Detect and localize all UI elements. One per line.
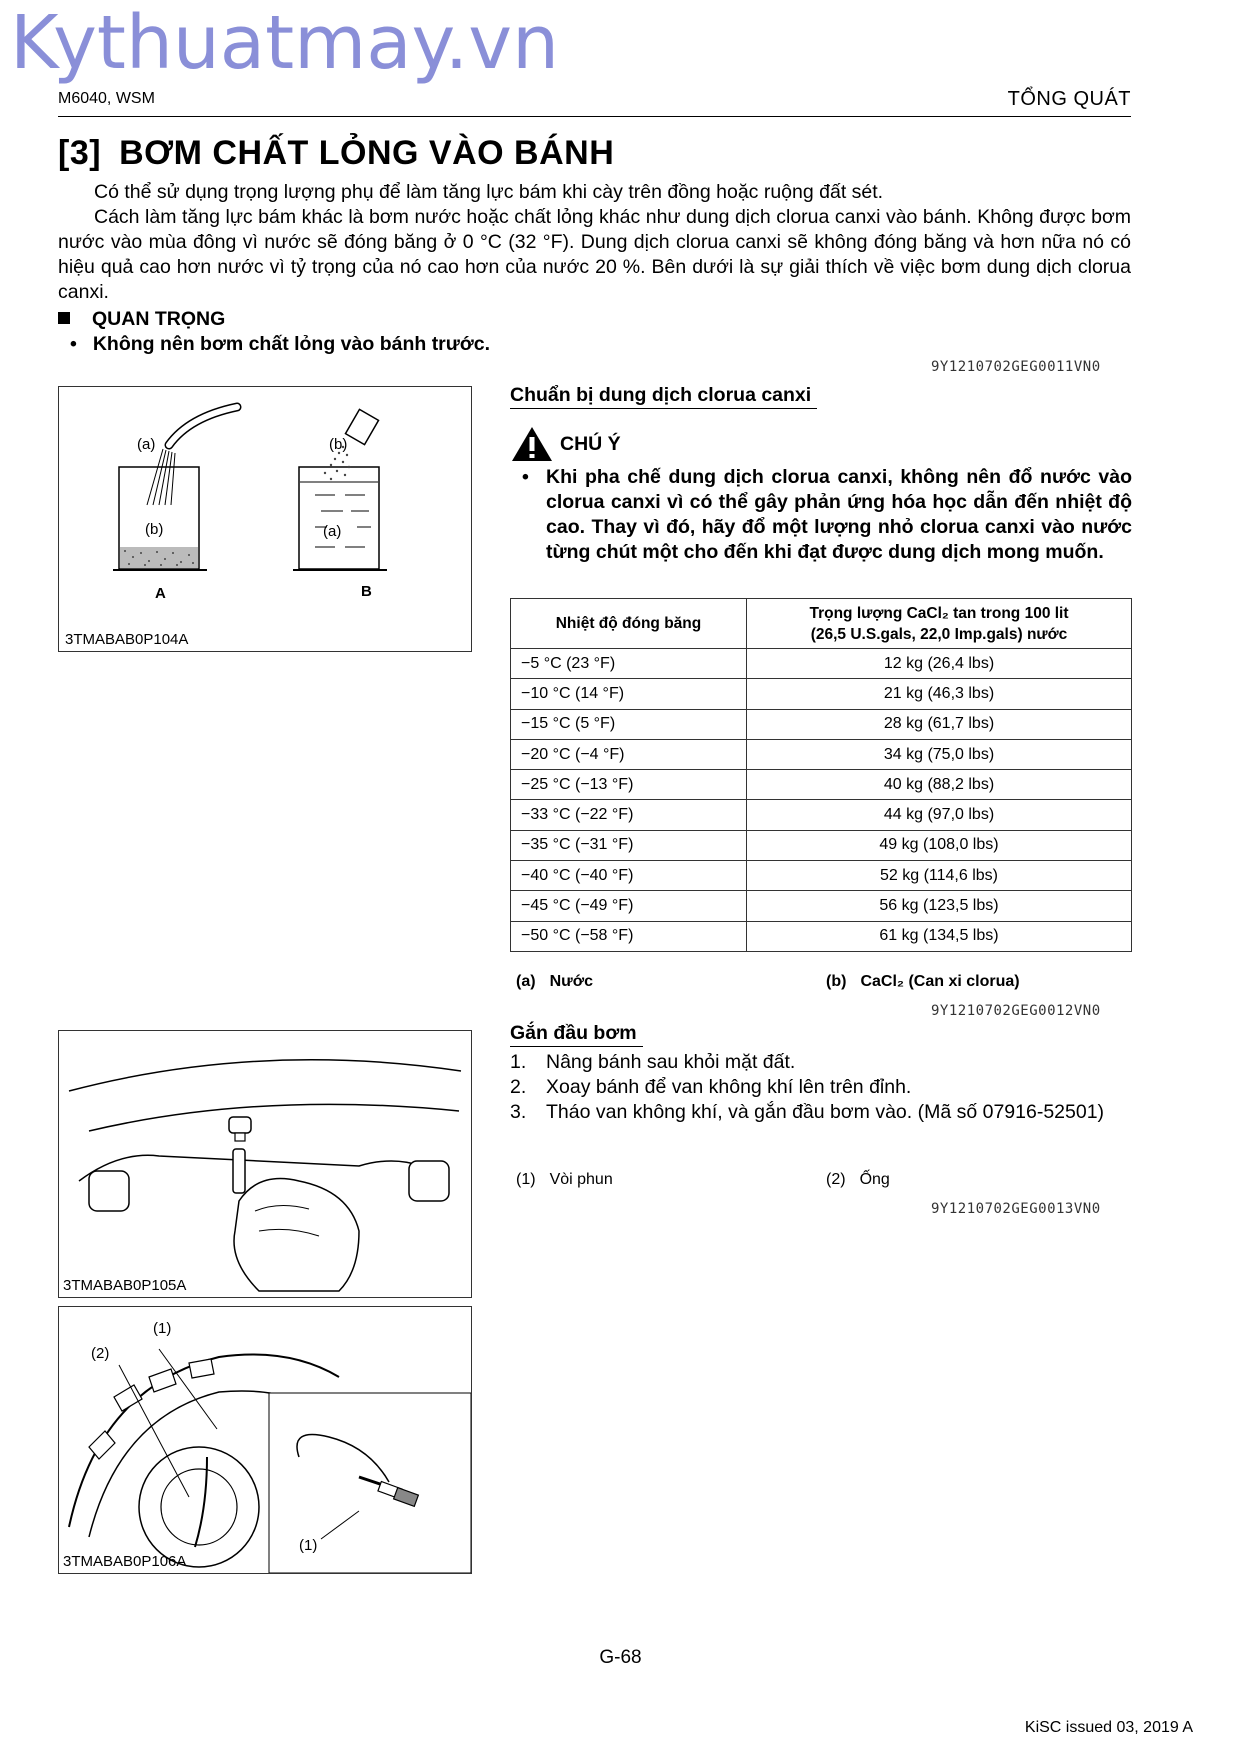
fig1-label-b-inside: (b) <box>145 521 164 538</box>
caution-text: • Khi pha chế dung dịch clorua canxi, không nên đổ nước vào clorua canxi vì có thể gây phản ứng hóa học dẫn đến nhiệt độ cao. Thay vì đó, hãy đổ một lượng nhỏ clorua canxi vào nước từng chút một cho đến khi đạt được dung dịch mong muốn. <box>522 466 1132 563</box>
fig1-label-a-inside: (a) <box>323 523 342 540</box>
table-row: −10 °C (14 °F) 21 kg (46,3 lbs) <box>511 679 1132 709</box>
fig1-id: 3TMABAB0P104A <box>65 631 189 648</box>
doc-code-3: 9Y1210702GEG0013VN0 <box>931 1201 1101 1217</box>
table-header-row <box>511 599 1132 649</box>
figure-tire-valve <box>58 1030 472 1298</box>
fig3-callout-1-inset: (1) <box>299 1537 318 1554</box>
legend-hose: (2) Ống <box>826 1171 890 1188</box>
mixing-illustration <box>59 387 471 651</box>
important-note: • Không nên bơm chất lỏng vào bánh trước. <box>70 333 491 355</box>
table-row: −25 °C (−13 °F) 40 kg (88,2 lbs) <box>511 770 1132 800</box>
valve-illustration <box>59 1031 471 1297</box>
fig3-callout-2: (2) <box>91 1345 110 1362</box>
fig3-id: 3TMABAB0P106A <box>63 1553 187 1570</box>
legend-nozzle: (1) Vòi phun <box>516 1171 613 1188</box>
legend-calcium: (b) CaCl₂ (Can xi clorua) <box>826 973 1020 990</box>
square-bullet-icon <box>58 312 70 324</box>
list-item: 1. Nâng bánh sau khỏi mặt đất. <box>510 1051 796 1073</box>
intro-paragraph-2: Cách làm tăng lực bám khác là bơm nước hoặc chất lỏng khác như dung dịch clorua canxi vào bánh. Không được bơm nước vào mùa đông vì nước sẽ đóng băng ở 0 °C (32 °F). Dung dịch clorua canxi sẽ không đóng băng và hơn nữa nó có hiệu quả cao hơn nước vì tỷ trọng của nó cao hơn của nước 20 %. Bên dưới là sự giải thích về việc bơm dung dịch clorua canxi. <box>58 206 1131 303</box>
caution-heading: CHÚ Ý <box>510 425 1132 463</box>
legend-water: (a) Nước <box>516 973 593 990</box>
fig3-callout-1: (1) <box>153 1320 172 1337</box>
table-header-freezing: Nhiệt độ đóng băng <box>511 599 747 649</box>
fig1-caption-b: B <box>361 583 372 600</box>
table-row: −5 °C (23 °F) 12 kg (26,4 lbs) <box>511 649 1132 679</box>
table-row: −50 °C (−58 °F) 61 kg (134,5 lbs) <box>511 921 1132 951</box>
steps-list <box>510 1050 1132 1125</box>
figure-pump-attach <box>58 1306 472 1574</box>
intro-text <box>58 180 1131 305</box>
header-section: TỔNG QUÁT <box>1007 88 1131 110</box>
intro-paragraph-1: Có thể sử dụng trọng lượng phụ để làm tăng lực bám khi cày trên đồng hoặc ruộng đất sét. <box>94 181 884 203</box>
table-row: −40 °C (−40 °F) 52 kg (114,6 lbs) <box>511 861 1132 891</box>
caution-box <box>510 425 1132 565</box>
table-row: −15 °C (5 °F) 28 kg (61,7 lbs) <box>511 709 1132 739</box>
fig1-caption-a: A <box>155 585 166 602</box>
list-item: 3. Tháo van không khí, và gắn đầu bơm vào. (Mã số 07916-52501) <box>510 1101 1105 1123</box>
header-model: M6040, WSM <box>58 90 155 107</box>
figure-calcium-mixing <box>58 386 472 652</box>
section-heading-attach: Gắn đầu bơm <box>510 1022 643 1045</box>
title-text: BƠM CHẤT LỎNG VÀO BÁNH <box>119 134 615 172</box>
pump-illustration <box>59 1307 471 1573</box>
title-number: [3] <box>58 134 102 172</box>
section-heading-prepare: Chuẩn bị dung dịch clorua canxi <box>510 384 817 407</box>
fig1-label-b-top: (b) <box>329 436 348 453</box>
table-header-weight: Trọng lượng CaCl₂ tan trong 100 lit (26,5 U.S.gals, 22,0 Imp.gals) nước <box>747 599 1132 649</box>
doc-code-2: 9Y1210702GEG0012VN0 <box>931 1003 1101 1019</box>
fig2-id: 3TMABAB0P105A <box>63 1277 187 1294</box>
watermark-logo: Kythuatmay.vn <box>10 0 560 86</box>
bullet-marker: • <box>522 466 529 488</box>
table-row: −35 °C (−31 °F) 49 kg (108,0 lbs) <box>511 830 1132 860</box>
page-title <box>58 134 614 173</box>
doc-code-1: 9Y1210702GEG0011VN0 <box>931 359 1101 375</box>
header-rule <box>58 116 1131 117</box>
fig1-label-a-top: (a) <box>137 436 156 453</box>
freezing-table <box>510 598 1132 952</box>
table-row: −45 °C (−49 °F) 56 kg (123,5 lbs) <box>511 891 1132 921</box>
page-number: G-68 <box>599 1647 642 1668</box>
important-heading: QUAN TRỌNG <box>58 308 225 331</box>
table-row: −33 °C (−22 °F) 44 kg (97,0 lbs) <box>511 800 1132 830</box>
issue-note: KiSC issued 03, 2019 A <box>1024 1719 1193 1736</box>
bullet-marker: • <box>70 333 77 355</box>
warning-triangle-icon <box>510 425 554 463</box>
table-row: −20 °C (−4 °F) 34 kg (75,0 lbs) <box>511 739 1132 769</box>
list-item: 2. Xoay bánh để van không khí lên trên đỉnh. <box>510 1076 912 1098</box>
